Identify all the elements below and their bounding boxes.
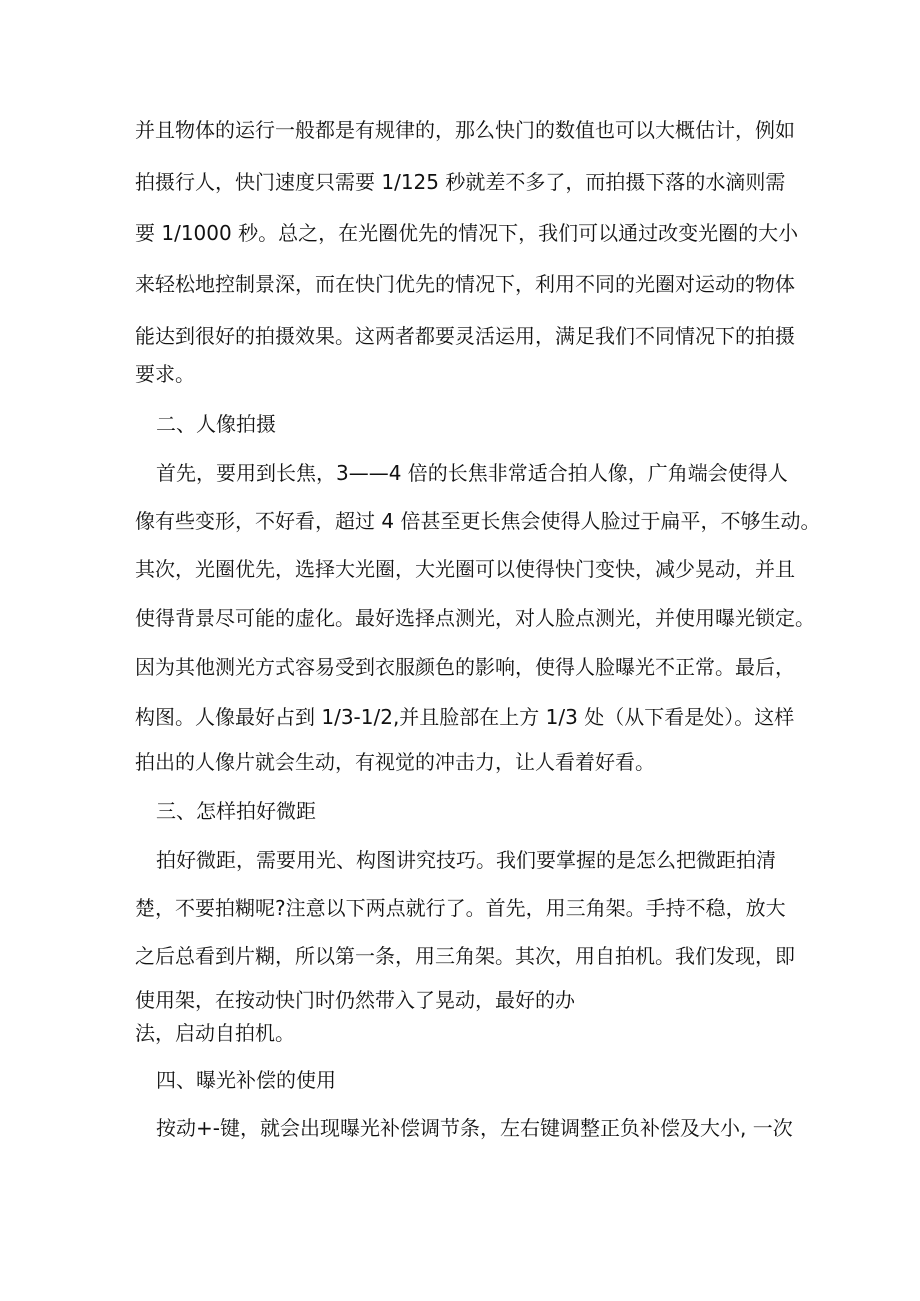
section-heading: 三、怎样拍好微距 xyxy=(156,799,316,823)
paragraph-line: 法，启动自拍机。 xyxy=(135,1021,295,1045)
paragraph-line: 之后总看到片糊，所以第一条，用三角架。其次，用自拍机。我们发现，即 xyxy=(135,944,795,968)
paragraph-line: 能达到很好的拍摄效果。这两者都要灵活运用，满足我们不同情况下的拍摄 xyxy=(135,324,795,348)
paragraph-line: 拍摄行人，快门速度只需要 1/125 秒就差不多了，而拍摄下落的水滴则需 xyxy=(135,170,786,194)
paragraph-line: 拍出的人像片就会生动，有视觉的冲击力，让人看着好看。 xyxy=(135,750,655,774)
paragraph-line: 像有些变形，不好看，超过 4 倍甚至更长焦会使得人脸过于扁平，不够生动。 xyxy=(135,509,821,533)
paragraph-line: 要 1/1000 秒。总之，在光圈优先的情况下，我们可以通过改变光圈的大小 xyxy=(135,221,799,245)
paragraph-line: 按动+-键，就会出现曝光补偿调节条，左右键调整正负补偿及大小, 一次 xyxy=(156,1116,793,1140)
paragraph-line: 使得背景尽可能的虚化。最好选择点测光，对人脸点测光，并使用曝光锁定。 xyxy=(135,606,815,630)
paragraph-line: 使用架，在按动快门时仍然带入了晃动，最好的办 xyxy=(135,988,575,1012)
paragraph-line: 并且物体的运行一般都是有规律的，那么快门的数值也可以大概估计，例如 xyxy=(135,118,795,142)
paragraph-line: 构图。人像最好占到 1/3-1/2,并且脸部在上方 1/3 处（从下看是处）。这样 xyxy=(135,705,795,729)
section-heading: 二、人像拍摄 xyxy=(156,412,276,436)
paragraph-line: 因为其他测光方式容易受到衣服颜色的影响，使得人脸曝光不正常。最后， xyxy=(135,655,795,679)
paragraph-line: 来轻松地控制景深，而在快门优先的情况下，利用不同的光圈对运动的物体 xyxy=(135,272,795,296)
paragraph-line: 其次，光圈优先，选择大光圈，大光圈可以使得快门变快，减少晃动，并且 xyxy=(135,557,795,581)
paragraph-line: 要求。 xyxy=(135,362,195,386)
paragraph-line: 楚，不要拍糊呢?注意以下两点就行了。首先，用三角架。手持不稳，放大 xyxy=(135,896,786,920)
paragraph-line: 拍好微距，需要用光、构图讲究技巧。我们要掌握的是怎么把微距拍清 xyxy=(156,848,776,872)
paragraph-line: 首先，要用到长焦，3——4 倍的长焦非常适合拍人像，广角端会使得人 xyxy=(156,461,788,485)
section-heading: 四、曝光补偿的使用 xyxy=(156,1068,336,1092)
